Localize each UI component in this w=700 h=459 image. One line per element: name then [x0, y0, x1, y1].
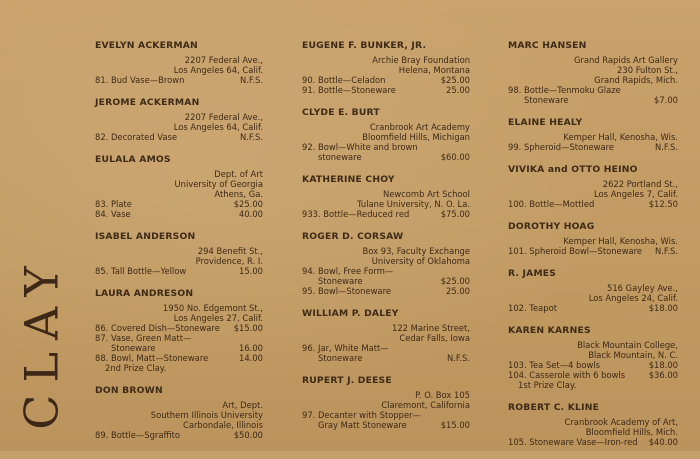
artwork-price: $18.00	[648, 303, 678, 313]
artwork-description: 98. Bottle—Tenmoku Glaze	[508, 85, 621, 95]
artwork-item	[508, 437, 678, 447]
artist-name: JEROME ACKERMAN	[95, 97, 200, 108]
artist-entry	[95, 97, 263, 142]
artist-address-line: Helena, Montana	[398, 65, 470, 75]
artist-address-line: 1950 No. Edgemont St.,	[162, 303, 263, 313]
artwork-price: $7.00	[654, 95, 678, 105]
artist-name: MARC HANSEN	[508, 40, 587, 51]
artist-name: ROGER D. CORSAW	[302, 231, 404, 242]
artwork-item	[508, 370, 678, 380]
artist-entry	[508, 268, 678, 313]
artwork-price: $15.00	[440, 420, 470, 430]
artwork-description: 88. Bowl, Matt—Stoneware	[95, 353, 209, 363]
artist-name: EUGENE F. BUNKER, JR.	[302, 40, 427, 51]
artist-address-line: University of Georgia	[174, 179, 263, 189]
artwork-item	[508, 360, 678, 370]
artwork-description: 81. Bud Vase—Brown	[95, 75, 185, 85]
artwork-description: 96. Jar, White Matt—	[302, 343, 389, 353]
artist-address-line: Newcomb Art School	[382, 189, 470, 199]
artwork-price: N.F.S.	[239, 75, 263, 85]
artwork-description: 94. Bowl, Free Form—	[302, 266, 394, 276]
artist-address-line: Kemper Hall, Kenosha, Wis.	[563, 132, 678, 142]
artwork-price: $25.00	[233, 199, 263, 209]
artwork-item	[508, 303, 678, 313]
artwork-item	[95, 199, 263, 209]
artist-address-line: Los Angeles 24, Calif.	[588, 293, 678, 303]
artwork-price: 15.00	[239, 266, 263, 276]
artwork-price: $25.00	[440, 276, 470, 286]
artwork-description: Gray Matt Stoneware	[302, 420, 407, 430]
artist-name: KATHERINE CHOY	[302, 174, 395, 185]
artwork-price: N.F.S.	[239, 132, 263, 142]
artist-address-line: Los Angeles 64, Calif.	[173, 122, 263, 132]
artist-entry	[508, 221, 678, 256]
artwork-description: 101. Spheroid Bowl—Stoneware	[508, 246, 643, 256]
artist-address-line: Providence, R. I.	[195, 256, 263, 266]
artist-name: RUPERT J. DEESE	[302, 375, 392, 386]
artwork-price: $18.00	[648, 360, 678, 370]
artist-entry	[302, 174, 470, 219]
column-1	[95, 40, 263, 452]
artist-entry	[302, 40, 470, 95]
artist-address-line: 2207 Federal Ave.,	[184, 112, 263, 122]
artist-entry	[508, 40, 678, 105]
artwork-item	[95, 266, 263, 276]
artist-entry	[95, 154, 263, 219]
artwork-description: 87. Vase, Green Matt—	[95, 333, 192, 343]
artwork-item	[302, 152, 470, 162]
artist-entry	[95, 40, 263, 85]
artwork-item	[508, 199, 678, 209]
artist-address-line: Claremont, California	[381, 400, 470, 410]
artwork-price: $36.00	[648, 370, 678, 380]
artist-address-line: Los Angeles 7, Calif.	[594, 189, 678, 199]
artist-address-line: University of Oklahoma	[371, 256, 470, 266]
artwork-item	[302, 142, 470, 152]
section-title: CLAY	[15, 254, 69, 430]
artist-name: DOROTHY HOAG	[508, 221, 595, 232]
artist-address-line: Cedar Falls, Iowa	[399, 333, 470, 343]
artist-address-line: 230 Fulton St.,	[617, 65, 678, 75]
artist-name: KAREN KARNES	[508, 325, 591, 336]
artist-address-line: Los Angeles 64, Calif.	[173, 65, 263, 75]
artist-entry	[302, 107, 470, 162]
artwork-item	[302, 266, 470, 276]
artist-address-line: Black Mountain College,	[577, 340, 678, 350]
artwork-price: 25.00	[446, 286, 470, 296]
artwork-price: 25.00	[446, 85, 470, 95]
artist-entry	[508, 402, 678, 447]
artwork-description: Stoneware	[302, 276, 363, 286]
artwork-description: 85. Tall Bottle—Yellow	[95, 266, 187, 276]
artist-address-line: 516 Gayley Ave.,	[607, 283, 678, 293]
artwork-item	[508, 85, 678, 95]
artwork-item	[302, 209, 470, 219]
artist-address-line: Athens, Ga.	[214, 189, 263, 199]
artwork-price: N.F.S.	[654, 142, 678, 152]
artist-entry	[302, 375, 470, 430]
artwork-price: 16.00	[239, 343, 263, 353]
artwork-description: 83. Plate	[95, 199, 132, 209]
artist-name: R. JAMES	[508, 268, 557, 279]
artwork-item	[95, 430, 263, 440]
artwork-description: Stoneware	[95, 343, 156, 353]
column-2	[302, 40, 470, 442]
artwork-item	[95, 343, 263, 353]
artwork-item	[95, 353, 263, 363]
artist-entry	[508, 325, 678, 390]
artwork-item	[302, 85, 470, 95]
artwork-description: 100. Bottle—Mottled	[508, 199, 595, 209]
artwork-item	[95, 333, 263, 343]
artwork-price: $15.00	[233, 323, 263, 333]
column-3	[508, 40, 678, 459]
artist-name: LAURA ANDRESON	[95, 288, 194, 299]
artwork-item	[302, 276, 470, 286]
artwork-price: $75.00	[440, 209, 470, 219]
artwork-item	[95, 132, 263, 142]
artwork-description: 933. Bottle—Reduced red	[302, 209, 410, 219]
artist-address-line: Dept. of Art	[214, 169, 263, 179]
artwork-price: $60.00	[440, 152, 470, 162]
artist-address-line: Carbondale, Illinois	[183, 420, 263, 430]
artist-address-line: Cranbrook Art Academy	[369, 122, 470, 132]
artwork-item	[302, 410, 470, 420]
artwork-description: 103. Tea Set—4 bowls	[508, 360, 601, 370]
artwork-description: 104. Casserole with 6 bowls	[508, 370, 626, 380]
artwork-description: 86. Covered Dish—Stoneware	[95, 323, 220, 333]
artwork-item	[95, 323, 263, 333]
artwork-item	[95, 209, 263, 219]
artist-address-line: Box 93, Faculty Exchange	[362, 246, 470, 256]
artwork-item	[302, 75, 470, 85]
artwork-description: Stoneware	[508, 95, 569, 105]
artwork-item	[508, 142, 678, 152]
artist-address-line: Cranbrook Academy of Art,	[564, 417, 678, 427]
artwork-price: N.F.S.	[654, 246, 678, 256]
artwork-price: 14.00	[239, 353, 263, 363]
artist-address-line: 2207 Federal Ave.,	[184, 55, 263, 65]
artwork-description: 82. Decorated Vase	[95, 132, 178, 142]
artist-name: EVELYN ACKERMAN	[95, 40, 198, 51]
artwork-item	[95, 75, 263, 85]
artist-address-line: Archie Bray Foundation	[372, 55, 470, 65]
artist-entry	[302, 231, 470, 296]
prize-note: 2nd Prize Clay.	[105, 363, 167, 373]
artist-address-line: Los Angeles 27, Calif.	[173, 313, 263, 323]
artist-address-line: Bloomfield Hills, Michigan	[362, 132, 470, 142]
artwork-item	[302, 353, 470, 363]
section-title-vertical	[15, 254, 69, 430]
artwork-price: 40.00	[239, 209, 263, 219]
artwork-description: 89. Bottle—Sgraffito	[95, 430, 180, 440]
artwork-description: 105. Stoneware Vase—Iron-red	[508, 437, 638, 447]
artwork-description: 102. Teapot	[508, 303, 558, 313]
artist-address-line: Kemper Hall, Kenosha, Wis.	[563, 236, 678, 246]
artist-address-line: Grand Rapids Art Gallery	[573, 55, 678, 65]
artist-name: CLYDE E. BURT	[302, 107, 380, 118]
artist-name: DON BROWN	[95, 385, 163, 396]
artist-address-line: Southern Illinois University	[150, 410, 263, 420]
prize-note: 1st Prize Clay.	[518, 380, 577, 390]
artwork-description: 91. Bottle—Stoneware	[302, 85, 396, 95]
artist-name: WILLIAM P. DALEY	[302, 308, 399, 319]
artwork-description: 95. Bowl—Stoneware	[302, 286, 391, 296]
artist-address-line: Art, Dept.	[222, 400, 263, 410]
artist-entry	[95, 385, 263, 440]
artist-address-line: Grand Rapids, Mich.	[594, 75, 678, 85]
artwork-description: 92. Bowl—White and brown	[302, 142, 418, 152]
artist-address-line: 2622 Portland St.,	[602, 179, 678, 189]
artist-name: ELAINE HEALY	[508, 117, 583, 128]
artist-entry	[508, 164, 678, 209]
artist-name: VIVIKA and OTTO HEINO	[508, 164, 638, 175]
artist-address-line: P. O. Box 105	[415, 390, 470, 400]
artwork-item	[302, 343, 470, 353]
artwork-price: $12.50	[648, 199, 678, 209]
artwork-price: $40.00	[648, 437, 678, 447]
artist-name: ROBERT C. KLINE	[508, 402, 600, 413]
artwork-description: 90. Bottle—Celadon	[302, 75, 386, 85]
artwork-description: 97. Decanter with Stopper—	[302, 410, 421, 420]
artwork-price: $50.00	[233, 430, 263, 440]
artwork-description: 99. Spheroid—Stoneware	[508, 142, 615, 152]
artwork-description: stoneware	[302, 152, 362, 162]
artwork-price: N.F.S.	[446, 353, 470, 363]
artwork-description: 84. Vase	[95, 209, 131, 219]
artwork-item	[302, 286, 470, 296]
artwork-price: $25.00	[440, 75, 470, 85]
artwork-item	[508, 95, 678, 105]
artwork-item	[302, 420, 470, 430]
artist-name: ISABEL ANDERSON	[95, 231, 196, 242]
artwork-item	[508, 246, 678, 256]
artist-entry	[95, 288, 263, 373]
artist-address-line: Black Mountain, N. C.	[588, 350, 678, 360]
artist-entry	[302, 308, 470, 363]
artist-address-line: Bloomfield Hills, Mich.	[585, 427, 678, 437]
artwork-description: Stoneware	[302, 353, 363, 363]
artist-entry	[508, 117, 678, 152]
artist-entry	[95, 231, 263, 276]
artist-address-line: Tulane University, N. O. La.	[357, 199, 470, 209]
artist-address-line: 122 Marine Street,	[391, 323, 470, 333]
artist-address-line: 294 Benefit St.,	[197, 246, 263, 256]
artist-name: EULALA AMOS	[95, 154, 171, 165]
